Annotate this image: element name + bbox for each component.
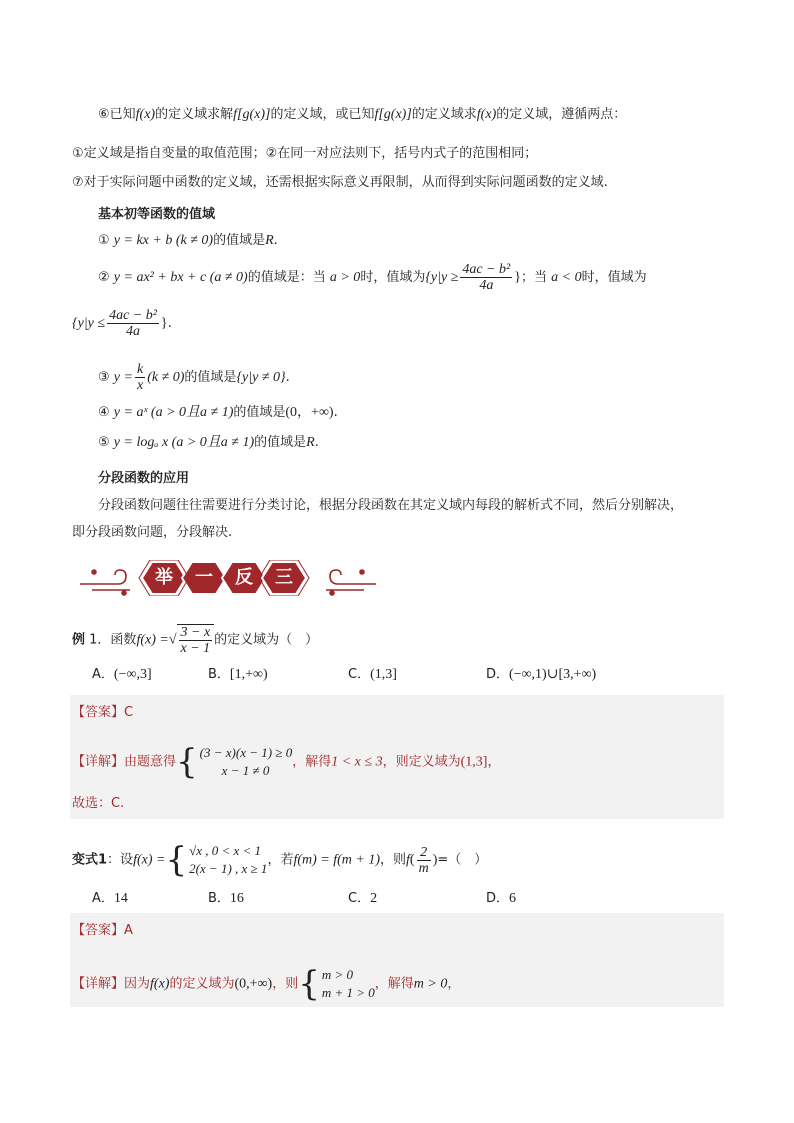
option-value: 6 [509, 891, 517, 906]
case-line: m + 1 > 0 [321, 985, 375, 1000]
item-end: . [273, 233, 278, 248]
example-1-answer [72, 704, 133, 722]
math-fx: f(x) = [133, 852, 166, 868]
banner-left-swirl [80, 570, 130, 595]
variant-label: 变式1 [72, 852, 108, 868]
math-expr: y = [113, 370, 133, 385]
math-expr: y = aˣ (a > 0且a ≠ 1) [113, 405, 234, 420]
math-fgx: f[g(x)] [233, 107, 271, 122]
fraction [107, 308, 159, 339]
variant-text: ，则 [380, 852, 407, 868]
item-text: 时，值域为 [581, 270, 647, 285]
item-text: 时，值域为 [360, 270, 426, 285]
math-inequality: 1 < x ≤ 3 [331, 754, 383, 770]
fraction-numerator: 2 [417, 845, 431, 861]
math-fgx: f[g(x)] [374, 107, 412, 122]
option-value: [1,+∞) [229, 667, 268, 682]
case-system: { (3 − x)(x − 1) ≥ 0 x − 1 ≠ 0 [176, 742, 293, 782]
math-fx: f(x) = [136, 632, 169, 648]
math-f: f [406, 852, 410, 868]
math-set-close: } [514, 270, 521, 285]
detail-text: ，则定义域为 [382, 754, 461, 770]
option-a[interactable] [92, 666, 152, 684]
case-system: { m > 0 m + 1 > 0 [298, 964, 375, 1004]
option-value: (1,3] [370, 667, 397, 682]
banner-right-swirl [326, 570, 376, 595]
math-set: {y|y ≥ [425, 270, 459, 285]
item-end: . [167, 316, 172, 331]
item-text: 的值域是 [184, 370, 237, 385]
item-text: 的值域是 [254, 435, 307, 450]
fraction [135, 362, 145, 393]
banner-char-3: 反 [235, 567, 253, 588]
detail-text: 的定义域为 [169, 976, 235, 992]
item-text: ；当 [520, 270, 547, 285]
option-c[interactable] [348, 890, 377, 908]
example-1-detail [72, 744, 500, 780]
option-label: D． [486, 891, 510, 906]
math-value: R [265, 233, 274, 248]
fraction-denominator: m [418, 860, 429, 876]
detail-text: ，解得 [292, 754, 332, 770]
range-item-1 [98, 232, 278, 250]
math-equation: f(m) = f(m + 1) [293, 852, 380, 868]
option-label: B． [208, 667, 230, 682]
item-text: 的值域是 [233, 405, 286, 420]
example-1-final: 故选：C. [72, 796, 125, 811]
answer-value: A [124, 923, 133, 938]
detail-tag: 【详解】 [72, 754, 125, 770]
example-1-options [92, 666, 712, 684]
detail-text: ， [487, 754, 501, 770]
option-label: C． [348, 667, 371, 682]
para-6-lead: ⑥已知 [98, 107, 136, 122]
item-end: . [285, 370, 290, 385]
variant-text: ，若 [267, 852, 294, 868]
fraction-denominator: 4a [125, 324, 140, 339]
variant-text: =（ ） [437, 852, 488, 868]
para-7: ⑦对于实际问题中函数的定义域，还需根据实际意义再限制，从而得到实际问题函数的定义域. [72, 175, 608, 190]
option-value: (−∞,1)∪[3,+∞) [509, 667, 597, 682]
para-6-text: 的定义域求 [411, 107, 477, 122]
math-expr: y = ax² + bx + c (a ≠ 0) [113, 270, 248, 285]
item-mark: ② [98, 270, 110, 285]
range-item-2 [98, 262, 647, 293]
sqrt-fraction: √ $\frac{3 - x}{x - 1}$ [169, 624, 214, 656]
variant-1-options [92, 890, 712, 908]
option-value: 14 [113, 891, 128, 906]
option-label: A． [92, 891, 114, 906]
item-mark: ③ [98, 370, 110, 385]
variant-text: ：设 [107, 852, 134, 868]
item-text: 的值域是：当 [247, 270, 326, 285]
option-value: 2 [370, 891, 378, 906]
math-fx: f(x) [135, 107, 156, 122]
case-line: x − 1 ≠ 0 [221, 763, 270, 778]
case-line: (3 − x)(x − 1) ≥ 0 [199, 745, 293, 760]
math-inequality: m > 0 [413, 976, 448, 992]
option-c[interactable] [348, 666, 397, 684]
item-mark: ⑤ [98, 435, 110, 450]
banner-char-2: 一 [195, 567, 213, 588]
banner-jyfs [78, 560, 378, 596]
piecewise-para-1: 分段函数问题往往需要进行分类讨论，根据分段函数在其定义域内每段的解析式不同，然后分别解决， [98, 498, 684, 513]
detail-text: 由题意得 [124, 754, 177, 770]
example-1-question [72, 624, 318, 656]
variant-1-answer [72, 922, 133, 940]
range-item-3 [98, 362, 290, 393]
fraction [460, 262, 512, 293]
fraction-numerator: 4ac − b² [109, 308, 157, 323]
case-line: 2(x − 1) , x ≥ 1 [189, 861, 268, 876]
banner-char-1: 举 [155, 567, 173, 588]
para-6-text: 的定义域，遵循两点： [496, 107, 627, 122]
option-label: C． [348, 891, 371, 906]
item-end: . [333, 405, 338, 420]
detail-text: 因为 [124, 976, 151, 992]
item-text: 的值域是 [213, 233, 266, 248]
para-6-text: 的定义域求解 [155, 107, 234, 122]
banner-graphic [78, 560, 378, 596]
option-d[interactable] [486, 666, 596, 684]
fraction-numerator: k [136, 362, 144, 377]
piecewise-para-2: 即分段函数问题，分段解决. [72, 525, 233, 540]
math-value: {y|y ≠ 0} [236, 370, 286, 385]
math-cond: a < 0 [551, 270, 582, 285]
fraction-denominator: x − 1 [180, 641, 211, 656]
answer-tag: 【答案】 [72, 705, 125, 720]
rules-line: ①定义域是指自变量的取值范围；②在同一对应法则下，括号内式子的范围相同； [72, 146, 538, 161]
example-text: 的定义域为（ ） [214, 632, 319, 648]
math-set-close: } [160, 316, 168, 331]
case-line: √x , 0 < x < 1 [189, 843, 262, 858]
math-value: R [306, 435, 315, 450]
range-item-4 [98, 404, 338, 422]
fraction [417, 845, 431, 876]
math-fx: f(x) [476, 107, 497, 122]
variant-1-question: 变式1：设f(x) = { √x , 0 < x < 1 2(x − 1) , x ≥ 1 ，若f(m) = f(m + 1)，则f( $\frac{2}{m}$ )=（ ） [72, 840, 488, 880]
math-set: {y|y ≤ [72, 316, 106, 331]
math-cond: (k ≠ 0) [147, 370, 185, 385]
fraction-denominator: 4a [479, 278, 494, 293]
option-label: D． [486, 667, 510, 682]
example-label: 例 [72, 632, 86, 648]
detail-tag: 【详解】 [72, 976, 125, 992]
example-text: 1．函数 [89, 632, 137, 648]
para-6 [98, 106, 626, 124]
math-cond: a > 0 [329, 270, 361, 285]
option-a[interactable] [92, 890, 128, 908]
math-value: (0，+∞) [285, 405, 334, 420]
detail-text: ，则 [272, 976, 299, 992]
case-line: m > 0 [321, 967, 354, 982]
math-fx: f(x) [150, 976, 170, 992]
option-label: B． [208, 891, 230, 906]
math-expr: y = logₐ x (a > 0且a ≠ 1) [113, 435, 255, 450]
option-value: (−∞,3] [113, 667, 152, 682]
option-b[interactable] [208, 890, 244, 908]
detail-text: ， [447, 976, 461, 992]
fraction-denominator: x [136, 378, 144, 393]
section-title-piecewise: 分段函数的应用 [98, 471, 190, 486]
answer-value: C [124, 705, 134, 720]
math-interval: (1,3] [460, 754, 488, 770]
variant-1-detail [72, 966, 460, 1002]
fraction-numerator: 4ac − b² [462, 262, 511, 277]
para-6-text: 的定义域，或已知 [270, 107, 375, 122]
range-item-5 [98, 434, 319, 452]
range-item-2-cont [72, 308, 172, 339]
detail-text: ，解得 [374, 976, 414, 992]
option-b[interactable] [208, 666, 268, 684]
item-end: . [314, 435, 319, 450]
banner-char-4: 三 [275, 567, 293, 588]
math-expr: y = kx + b (k ≠ 0) [113, 233, 214, 248]
option-value: 16 [229, 891, 244, 906]
piecewise-system: { √x , 0 < x < 1 2(x − 1) , x ≥ 1 [165, 840, 268, 880]
answer-tag: 【答案】 [72, 923, 125, 938]
option-label: A． [92, 667, 114, 682]
section-title-range: 基本初等函数的值域 [98, 207, 216, 222]
option-d[interactable] [486, 890, 516, 908]
fraction-numerator: 3 − x [180, 625, 211, 640]
math-interval: (0,+∞) [234, 976, 273, 992]
item-mark: ① [98, 233, 110, 248]
item-mark: ④ [98, 405, 110, 420]
